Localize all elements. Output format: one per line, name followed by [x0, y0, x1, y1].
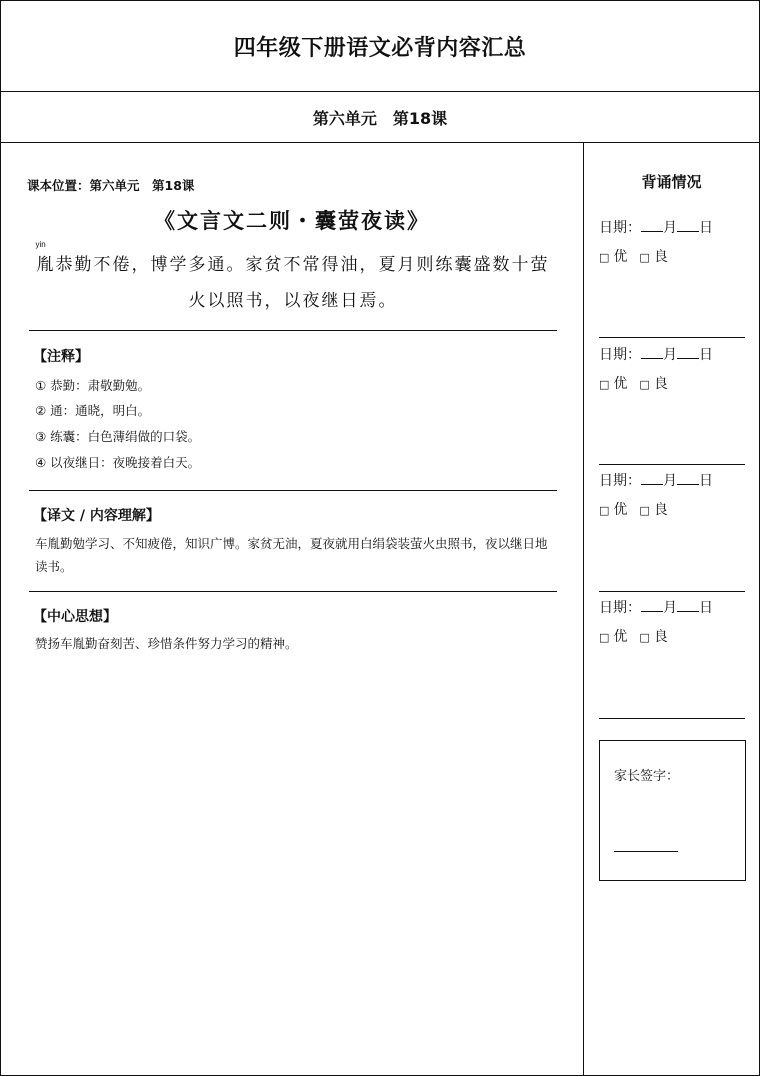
- row-divider: [599, 718, 745, 719]
- checkbox-good[interactable]: □: [639, 378, 650, 391]
- checkbox-good[interactable]: □: [639, 504, 650, 517]
- section-divider: [29, 591, 557, 592]
- day-blank[interactable]: [677, 219, 699, 232]
- date-row: 日期： 月 日: [599, 473, 713, 489]
- translation-title: 【译文 / 内容理解】: [33, 508, 160, 524]
- day-blank[interactable]: [677, 346, 699, 359]
- unit-label: 第六单元: [312, 108, 377, 128]
- page-title: 四年级下册语文必背内容汇总: [1, 1, 759, 92]
- poem-title: 《文言文二则・囊萤夜读》: [154, 208, 430, 233]
- lesson-label: 第18课: [392, 108, 448, 128]
- signature-line[interactable]: [614, 851, 678, 852]
- theme-title: 【中心思想】: [33, 609, 117, 625]
- checkbox-excellent[interactable]: □: [599, 631, 610, 644]
- date-row: 日期： 月 日: [599, 220, 713, 236]
- grade-options: □ 优 □ 良: [599, 502, 668, 518]
- note-item: ④ 以夜继日：夜晚接着白天。: [35, 455, 201, 470]
- signature-label: 家长签字：: [614, 769, 680, 784]
- note-item: ② 通：通晓，明白。: [35, 403, 151, 418]
- month-blank[interactable]: [641, 472, 663, 485]
- textbook-location: 课本位置：第六单元 第18课: [27, 178, 195, 193]
- note-item: ③ 练囊：白色薄绢做的口袋。: [35, 429, 201, 444]
- date-row: 日期： 月 日: [599, 600, 713, 616]
- column-divider: [583, 143, 584, 1076]
- parent-signature-box: [599, 740, 746, 881]
- row-divider: [599, 591, 745, 592]
- grade-options: □ 优 □ 良: [599, 376, 668, 392]
- theme-text: 赞扬车胤勤奋刻苦、珍惜条件努力学习的精神。: [35, 636, 298, 651]
- grade-options: □ 优 □ 良: [599, 249, 668, 265]
- section-divider: [29, 330, 557, 331]
- checkbox-excellent[interactable]: □: [599, 504, 610, 517]
- notes-title: 【注释】: [33, 349, 89, 365]
- checkbox-good[interactable]: □: [639, 251, 650, 264]
- recitation-title: 背诵情况: [641, 173, 702, 191]
- note-item: ① 恭勤：肃敬勤勉。: [35, 378, 151, 393]
- day-blank[interactable]: [677, 472, 699, 485]
- unit-lesson-bar: [1, 92, 759, 143]
- annotated-char: yin 胤: [37, 247, 56, 283]
- grade-options: □ 优 □ 良: [599, 629, 668, 645]
- date-row: 日期： 月 日: [599, 347, 713, 363]
- checkbox-excellent[interactable]: □: [599, 378, 610, 391]
- poem-line-1: yin 胤恭勤不倦，博学多通。家贫不常得油，夏月则练囊盛数十萤: [33, 247, 553, 283]
- row-divider: [599, 464, 745, 465]
- checkbox-good[interactable]: □: [639, 631, 650, 644]
- month-blank[interactable]: [641, 219, 663, 232]
- month-blank[interactable]: [641, 346, 663, 359]
- translation-text: 车胤勤勉学习、不知疲倦，知识广博。家贫无油，夏夜就用白绢袋装萤火虫照书，夜以继日地读书。: [35, 536, 548, 574]
- pinyin-annotation: yin: [35, 240, 46, 249]
- day-blank[interactable]: [677, 599, 699, 612]
- row-divider: [599, 337, 745, 338]
- poem-line-2: 火以照书，以夜继日焉。: [188, 291, 398, 311]
- poem-text: [33, 240, 553, 319]
- month-blank[interactable]: [641, 599, 663, 612]
- checkbox-excellent[interactable]: □: [599, 251, 610, 264]
- section-divider: [29, 490, 557, 491]
